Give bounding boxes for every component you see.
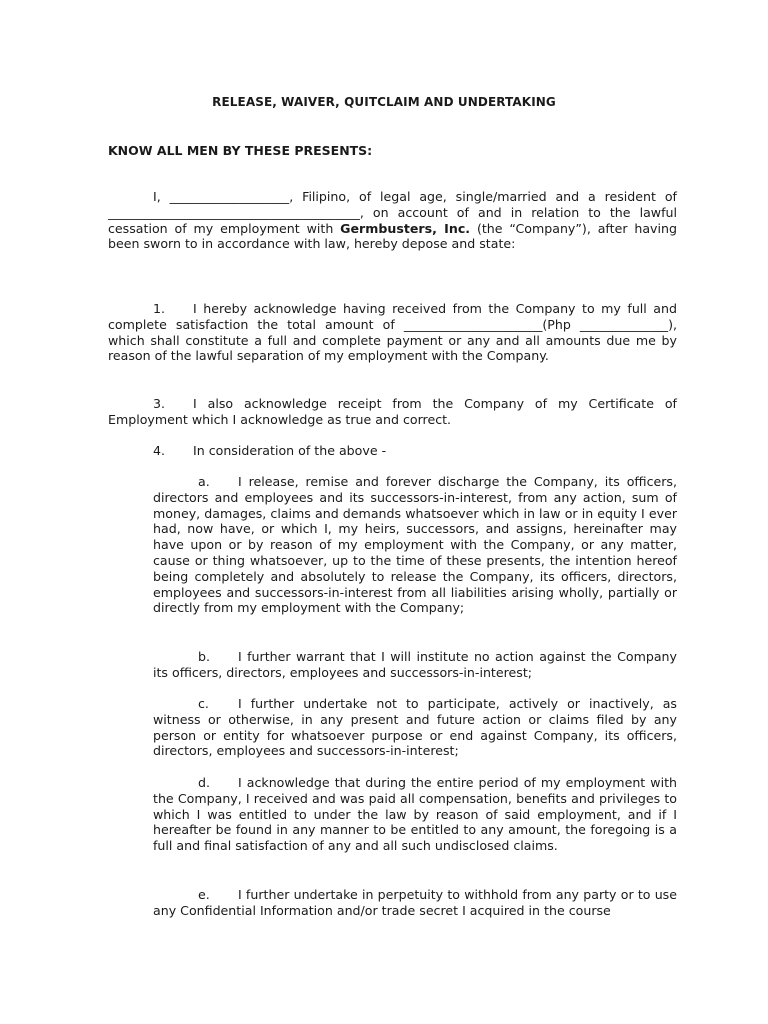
paragraph-1: [108, 301, 677, 364]
opening-text-1: I, ___________________, Filipino, of legal age, single/married and a resident of ________________________________________, on account of and in relation to the lawful cessation of my employment with: [108, 189, 677, 236]
paragraph-1-text-1: I hereby acknowledge having received from the Company to my full and complete satisfaction the total amount of: [108, 301, 677, 332]
company-name: Germbusters, Inc.: [340, 220, 471, 236]
paragraph-4: [108, 443, 677, 459]
item-e-text: I further undertake in perpetuity to withhold from any party or to use any Confidential Information and/or trade secret I acquired in the course: [153, 887, 677, 918]
item-b-letter: b.: [198, 649, 210, 664]
item-d-text: I acknowledge that during the entire period of my employment with the Company, I received and was paid all compensation, benefits and privileges to which I was entitled to under the law by reason of said employment, and if I hereafter be found in any manner to be entitled to any amount, the foregoing is a full and final satisfaction of any and all such undisclosed claims.: [153, 775, 677, 854]
item-e: [153, 887, 677, 919]
item-c-letter: c.: [198, 696, 209, 711]
intro-heading: KNOW ALL MEN BY THESE PRESENTS:: [108, 143, 373, 158]
opening-paragraph: [108, 189, 677, 252]
paragraph-3: [108, 396, 677, 428]
item-e-letter: e.: [198, 887, 210, 902]
document-title: RELEASE, WAIVER, QUITCLAIM AND UNDERTAKING: [212, 95, 556, 109]
paragraph-4-number: 4.: [153, 443, 166, 458]
paragraph-1-number: 1.: [153, 301, 166, 316]
opening-text-2: (the “Company”), after having been sworn to in accordance with law, hereby depose and state:: [108, 220, 677, 252]
item-d: [153, 775, 677, 854]
item-b-text: I further warrant that I will institute no action against the Company its officers, directors, employees and successors-in-interest;: [153, 649, 677, 680]
paragraph-3-number: 3.: [153, 396, 166, 411]
paragraph-3-text: I also acknowledge receipt from the Company of my Certificate of Employment which I acknowledge as true and correct.: [108, 396, 677, 427]
paragraph-1-text-2: (Php ______________), which shall constitute a full and complete payment or any and all amounts due me by reason of the lawful separation of my employment with the Company.: [108, 316, 678, 364]
item-c-text: I further undertake not to participate, actively or inactively, as witness or otherwise, in any present and future action or claims filed by any person or entity for whatsoever purpose or end against Company, its officers, directors, employees and successors-in-interest;: [153, 696, 677, 759]
item-d-letter: d.: [198, 775, 210, 790]
item-a-text: I release, remise and forever discharge the Company, its officers, directors and employees and its successors-in-interest, from any action, sum of money, damages, claims and demands whatsoever which in law or in equity I ever had, now have, or which I, my heirs, successors, and assigns, hereinafter may have upon or by reason of my employment with the Company, or any matter, cause or thing whatsoever, up to the time of these presents, the intention hereof being completely and absolutely to release the Company, its officers, directors, employees and successors-in-interest from all liabilities arising wholly, partially or directly from my employment with the Company;: [153, 474, 677, 616]
item-a-letter: a.: [198, 474, 210, 489]
amount-blank: ______________________: [403, 316, 543, 332]
paragraph-4-text: In consideration of the above -: [193, 443, 387, 458]
item-b: [153, 649, 677, 681]
item-c: [153, 696, 677, 759]
item-a: [153, 474, 677, 616]
